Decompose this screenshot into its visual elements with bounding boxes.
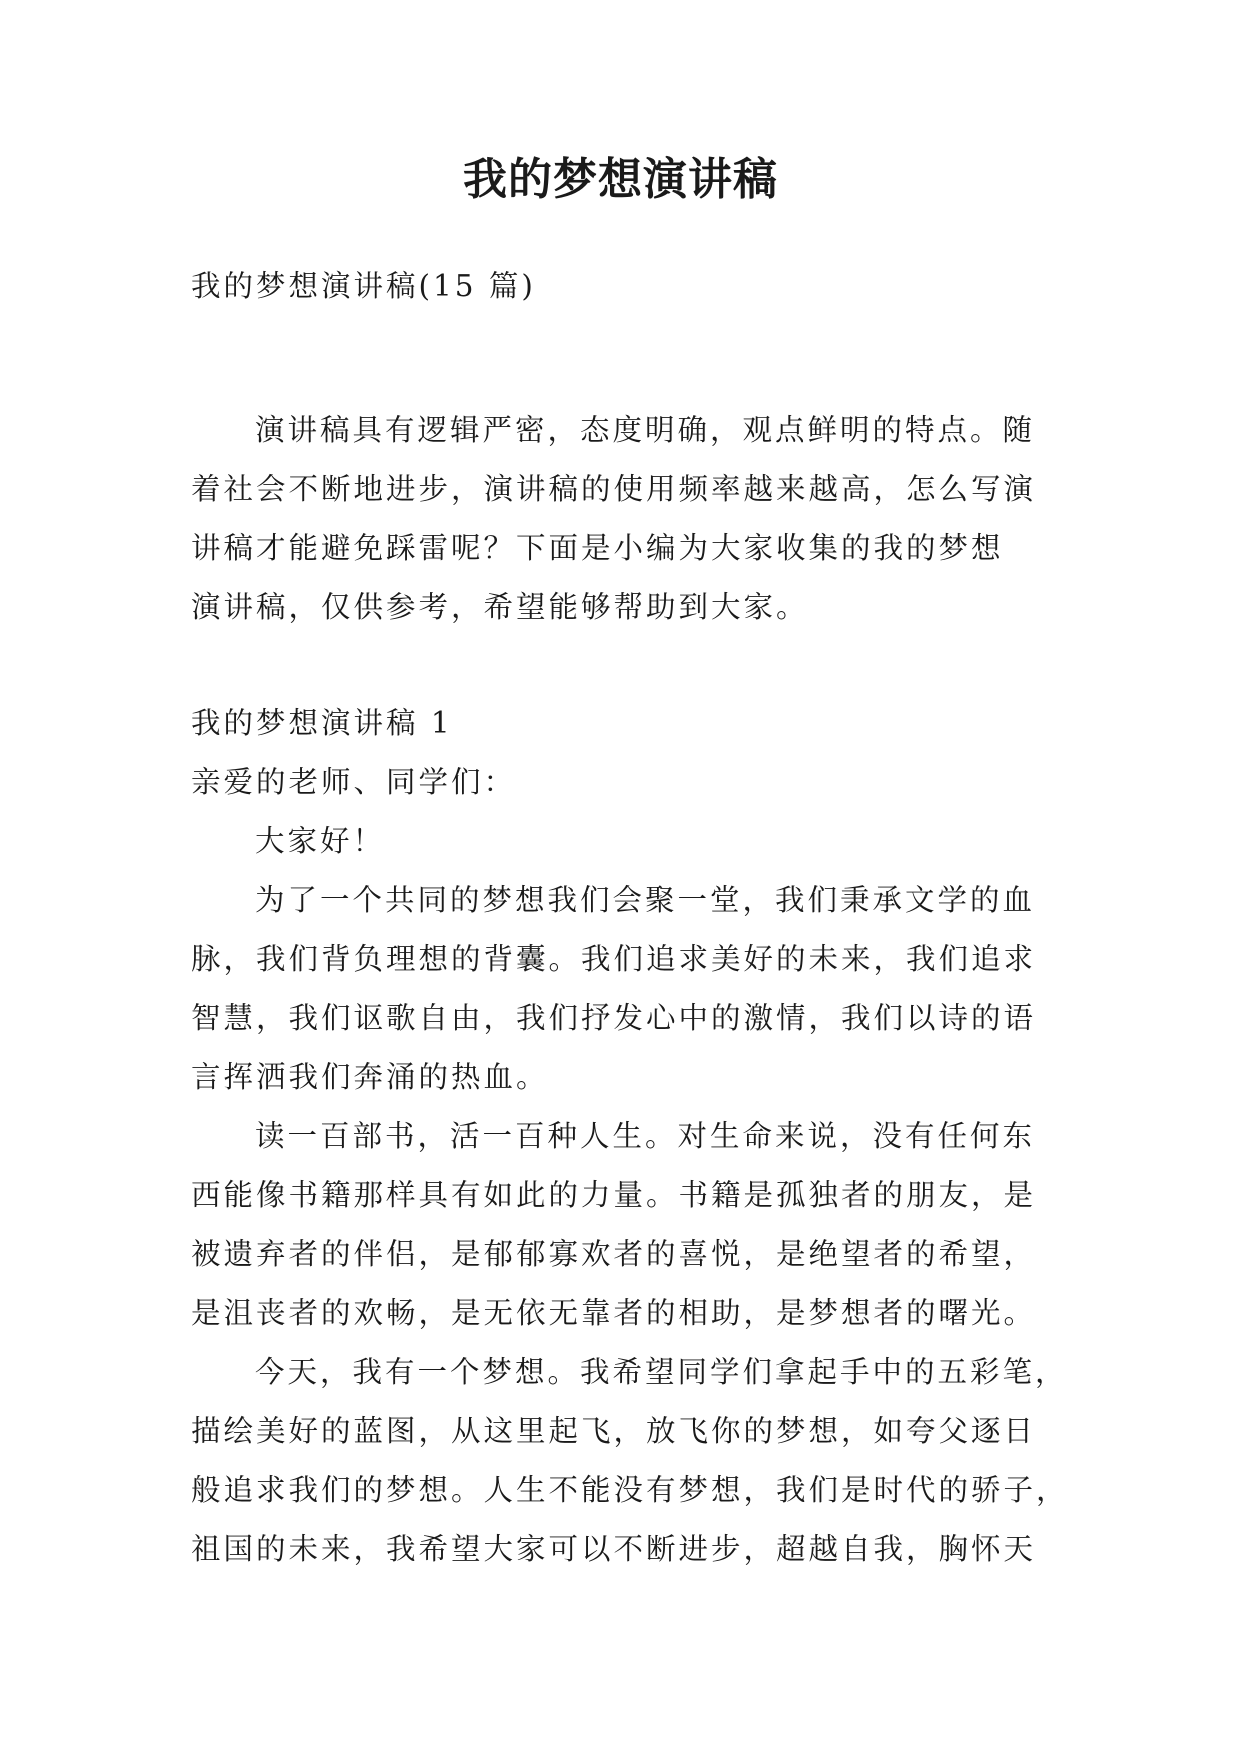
- paragraph-line: 演讲稿具有逻辑严密，态度明确，观点鲜明的特点。随: [255, 413, 1036, 447]
- paragraph-line: 演讲稿，仅供参考，希望能够帮助到大家。: [191, 590, 809, 624]
- section-heading: 我的梦想演讲稿 1: [191, 706, 453, 740]
- paragraph-line: 脉，我们背负理想的背囊。我们追求美好的未来，我们追求: [191, 942, 1037, 976]
- paragraph-line: 般追求我们的梦想。人生不能没有梦想，我们是时代的骄子，: [191, 1473, 1069, 1507]
- paragraph-line: 为了一个共同的梦想我们会聚一堂，我们秉承文学的血: [255, 883, 1036, 917]
- paragraph-line: 描绘美好的蓝图，从这里起飞，放飞你的梦想，如夸父逐日: [191, 1414, 1037, 1448]
- paragraph-line: 着社会不断地进步，演讲稿的使用频率越来越高，怎么写演: [191, 472, 1037, 506]
- paragraph-line: 西能像书籍那样具有如此的力量。书籍是孤独者的朋友，是: [191, 1178, 1037, 1212]
- speech-section: [191, 694, 1069, 1579]
- paragraph-line: 读一百部书，活一百种人生。对生命来说，没有任何东: [255, 1119, 1036, 1153]
- paragraph-line: 今天，我有一个梦想。我希望同学们拿起手中的五彩笔，: [255, 1355, 1068, 1389]
- intro-paragraph: [191, 401, 1061, 637]
- document-title: 我的梦想演讲稿: [463, 154, 778, 205]
- paragraph-line: 言挥洒我们奔涌的热血。: [191, 1060, 549, 1094]
- subtitle-line: 我的梦想演讲稿(15 篇): [191, 269, 536, 303]
- greeting: 大家好！: [255, 824, 386, 858]
- document-subtitle: [191, 257, 1061, 316]
- paragraph-line: 智慧，我们讴歌自由，我们抒发心中的激情，我们以诗的语: [191, 1001, 1037, 1035]
- paragraph-line: 讲稿才能避免踩雷呢？下面是小编为大家收集的我的梦想: [191, 531, 1004, 565]
- paragraph-line: 被遗弃者的伴侣，是郁郁寡欢者的喜悦，是绝望者的希望，: [191, 1237, 1037, 1271]
- salutation: 亲爱的老师、同学们：: [191, 765, 517, 799]
- paragraph-line: 祖国的未来，我希望大家可以不断进步，超越自我，胸怀天: [191, 1532, 1037, 1566]
- paragraph-line: 是沮丧者的欢畅，是无依无靠者的相助，是梦想者的曙光。: [191, 1296, 1037, 1330]
